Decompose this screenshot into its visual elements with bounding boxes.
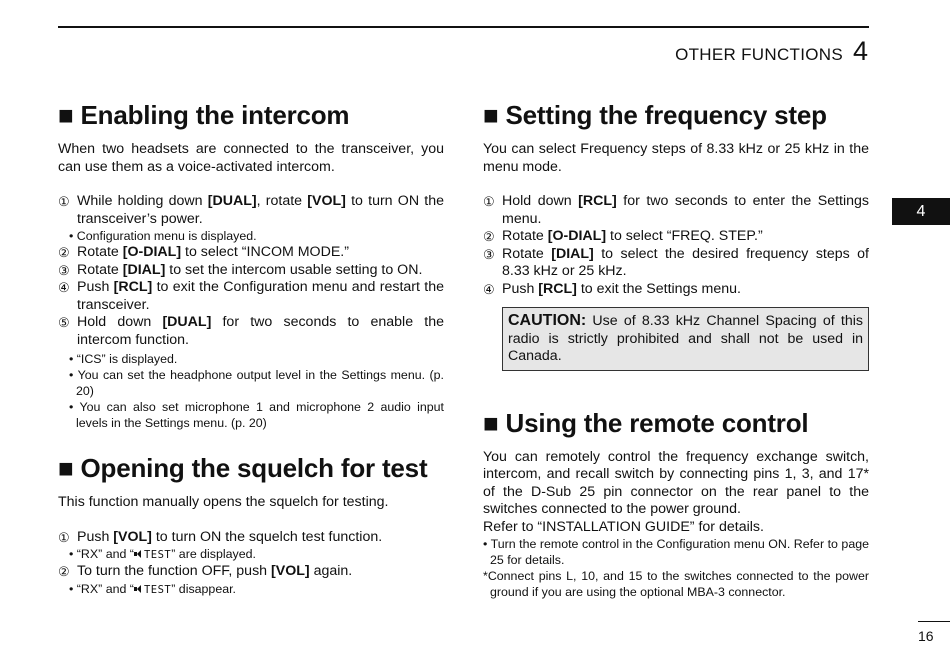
chapter-title: OTHER FUNCTIONS	[675, 45, 843, 64]
step	[483, 193, 869, 228]
step-note: • You can also set microphone 1 and microphone 2 audio input levels in the Settings menu. (p. 20)	[69, 400, 444, 430]
key-label: [RCL]	[113, 279, 153, 295]
step-text: Hold down [DUAL] for two seconds to enable the intercom function.	[77, 314, 444, 348]
step-text: Push [RCL] to exit the Configuration menu and restart the transceiver.	[77, 279, 444, 313]
key-label: [O-DIAL]	[122, 244, 182, 260]
chapter-side-tab[interactable]: 4	[892, 198, 950, 225]
key-label: [VOL]	[113, 528, 152, 545]
step-note: • “RX” and “ TEST” disappear.	[69, 581, 236, 596]
step-text: While holding down [DUAL], rotate [VOL] to turn ON the transceiver’s power.	[77, 193, 444, 227]
step-note: • Configuration menu is displayed.	[69, 229, 257, 243]
remote-refer: Refer to “INSTALLATION GUIDE” for details.	[483, 518, 764, 535]
step-number: ②	[58, 245, 70, 260]
step	[58, 262, 444, 280]
header-rule	[58, 26, 869, 28]
test-indicator: TEST	[143, 583, 172, 596]
step-number: ⑤	[58, 315, 70, 330]
step	[483, 228, 869, 246]
key-label: [VOL]	[271, 563, 310, 579]
step-note: • You can set the headphone output level in the Settings menu. (p. 20)	[69, 368, 444, 398]
step	[483, 246, 869, 281]
step	[58, 563, 444, 581]
step-number: ①	[58, 529, 70, 545]
remote-note: • Turn the remote control in the Configuration menu ON. Refer to page 25 for details.	[483, 537, 869, 567]
step-text: Push [VOL] to turn ON the squelch test function.	[77, 528, 383, 545]
key-label: [RCL]	[538, 280, 577, 297]
key-label: [DUAL]	[207, 193, 257, 209]
step-note: • “ICS” is displayed.	[69, 352, 178, 366]
remote-intro: You can remotely control the frequency exchange switch, intercom, and recall switch by connecting pins 1, 3, and 17* of the D-Sub 25 pin connector on the rear panel to the switches connected to the power ground.	[483, 448, 869, 517]
key-label: [O-DIAL]	[547, 228, 607, 244]
speaker-icon	[134, 549, 144, 559]
step-number: ①	[58, 194, 70, 209]
step-number: ④	[483, 281, 495, 297]
step	[58, 314, 444, 349]
caution-label: CAUTION:	[508, 312, 587, 329]
step-number: ②	[58, 564, 70, 579]
step-text: Hold down [RCL] for two seconds to enter the Settings menu.	[502, 193, 869, 227]
step-number: ③	[58, 262, 70, 278]
squelch-steps	[58, 529, 444, 598]
step-number: ①	[483, 194, 495, 209]
caution-box	[502, 307, 869, 371]
step	[483, 281, 869, 299]
squelch-title: ■ Opening the squelch for test	[58, 453, 428, 483]
step-text: Rotate [O-DIAL] to select “FREQ. STEP.”	[502, 228, 763, 244]
intercom-intro: When two headsets are connected to the transceiver, you can use them as a voice-activated intercom.	[58, 141, 444, 175]
step-number: ③	[483, 246, 495, 262]
freq-step-intro: You can select Frequency steps of 8.33 kHz or 25 kHz in the menu mode.	[483, 141, 869, 175]
intercom-title: ■ Enabling the intercom	[58, 100, 350, 130]
step-text: Rotate [O-DIAL] to select “INCOM MODE.”	[77, 244, 349, 260]
step-text: Push [RCL] to exit the Settings menu.	[502, 280, 741, 297]
key-label: [VOL]	[307, 193, 346, 209]
left-column	[58, 100, 444, 598]
step-text: Rotate [DIAL] to set the intercom usable setting to ON.	[77, 261, 423, 278]
step	[58, 193, 444, 228]
footer-rule	[918, 621, 950, 622]
step-text: To turn the function OFF, push [VOL] again.	[77, 563, 353, 579]
freq-step-steps	[483, 193, 869, 298]
key-label: [DUAL]	[162, 314, 212, 330]
speaker-icon	[134, 584, 144, 594]
key-label: [RCL]	[578, 193, 617, 209]
step-text: Rotate [DIAL] to select the desired frequency steps of 8.33 kHz or 25 kHz.	[502, 245, 869, 279]
remote-footnote: *Connect pins L, 10, and 15 to the switches connected to the power ground if you are using the optional MBA-3 connector.	[483, 569, 869, 599]
caution-text: Use of 8.33 kHz Channel Spacing of this radio is strictly prohibited and shall not be used in Canada.	[508, 313, 863, 364]
right-column	[483, 100, 869, 600]
freq-step-title: ■ Setting the frequency step	[483, 100, 827, 130]
step	[58, 529, 444, 547]
step	[58, 279, 444, 314]
key-label: [DIAL]	[551, 245, 594, 262]
step-number: ②	[483, 229, 495, 244]
chapter-header	[675, 36, 868, 67]
test-indicator: TEST	[143, 549, 172, 561]
intercom-steps	[58, 193, 444, 431]
remote-title: ■ Using the remote control	[483, 407, 809, 438]
step	[58, 244, 444, 262]
step-number: ④	[58, 280, 70, 295]
squelch-intro: This function manually opens the squelch for testing.	[58, 494, 389, 510]
chapter-number: 4	[852, 36, 868, 66]
page-number: 16	[918, 628, 934, 644]
step-note: • “RX” and “ TEST” are displayed.	[69, 547, 256, 561]
key-label: [DIAL]	[122, 261, 166, 278]
